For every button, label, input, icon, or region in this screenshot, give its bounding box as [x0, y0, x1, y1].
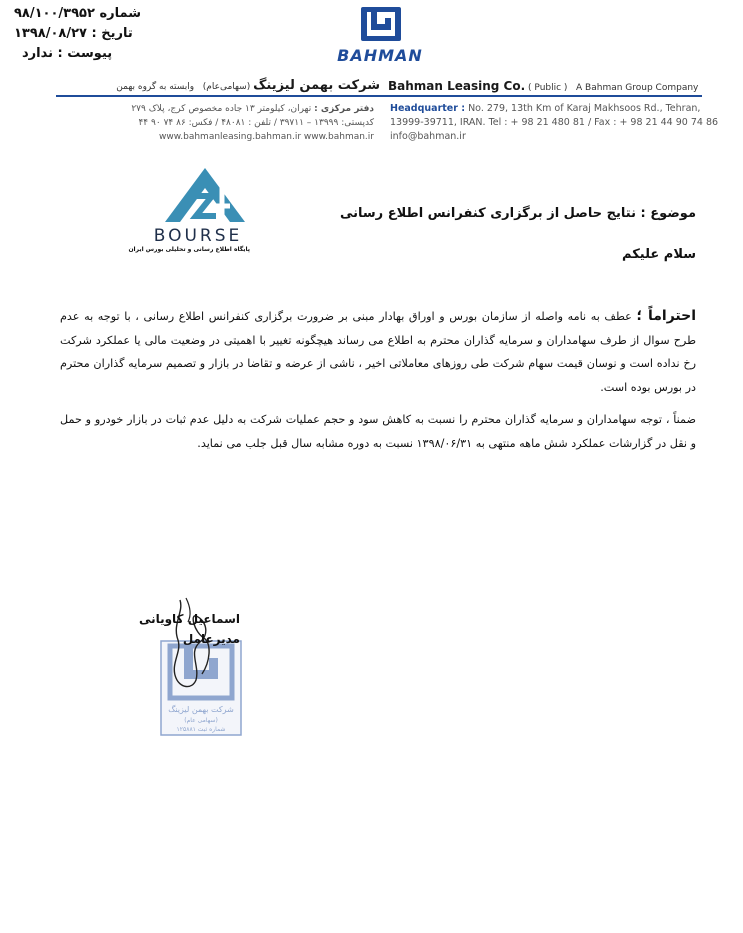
company-name-fa: شرکت بهمن لیزینگ (سهامی‌عام) وابسته به گروه بهمن	[116, 78, 380, 93]
bahman-logo-word: BAHMAN	[337, 46, 423, 65]
company-name-en: Bahman Leasing Co. ( Public ) A Bahman Group Company	[388, 79, 699, 93]
svg-text:شماره ثبت ۱۲۵۸۸۱: شماره ثبت ۱۲۵۸۸۱	[176, 726, 226, 733]
handwritten-signature	[138, 592, 250, 702]
letter-attachment: پیوست : ندارد	[22, 46, 113, 61]
bourse-logo-word: BOURSE	[153, 226, 243, 246]
signatory-name: اسماعیل کاویانی	[138, 612, 240, 626]
bourse-logo-subtitle: پایگاه اطلاع رسانی و تحلیلی بورس ایران	[128, 246, 250, 253]
letter-number: شماره ۹۸/۱۰۰/۳۹۵۲	[14, 6, 141, 21]
email-link: info@bahman.ir	[390, 131, 466, 142]
signatory-title: مدیرعامل	[182, 632, 240, 646]
body-paragraph-2: ضمناً ، توجه سهامداران و سرمایه گذاران محترم را نسبت به کاهش سود و حجم عملیات شرکت به دلیل عدم ثبات در بازار خودرو و حمل و نقل در گزارشات عملکرد شش ماهه منتهی به ۱۳۹۸/۰۶/۳۱ نسبت به دوره مشابه سال قبل جلب می نمايد.	[60, 413, 696, 450]
letter-greeting: سلام علیکم	[622, 247, 696, 262]
letter-body	[60, 305, 696, 455]
letterhead-divider	[56, 95, 702, 97]
headquarter-fa: دفتر مرکزی : تهران، کیلومتر ۱۳ جاده مخصوص کرج، پلاک ۲۷۹ کدپستی: ۱۳۹۹۹ – ۳۹۷۱۱ / تلفن : ۴۸۰۸۱ / فکس: ۸۶ ۷۴ ۹۰ ۴۴ www.bahmanleasing.bahman.ir www.bahman.ir	[131, 104, 374, 142]
headquarter-en: Headquarter : No. 279, 13th Km of Karaj Makhsoos Rd., Tehran, 13999-39711, IRAN. Tel : + 98 21 480 81 / Fax : + 98 21 44 90 74 86 info@bahman.ir	[390, 103, 719, 142]
svg-text:(سهامی عام): (سهامی عام)	[184, 717, 218, 724]
svg-text:شرکت بهمن لیزینگ: شرکت بهمن لیزینگ	[168, 705, 234, 714]
bahman-logo-icon	[358, 6, 404, 42]
letter-subject: موضوع : نتایج حاصل از برگزاری کنفرانس اطلاع رسانی	[339, 206, 696, 221]
salutation-lead: احتراماً ؛	[636, 308, 697, 324]
letter-date: تاریخ : ۱۳۹۸/۰۸/۲۷	[14, 26, 133, 41]
body-paragraph-1: احتراماً ؛ عطف به نامه واصله از سازمان بورس و اوراق بهادار مبنی بر ضرورت برگزاری کنفرانس اطلاع رسانی ، با توجه به عدم طرح سوال از طرف سهامداران و سرمایه گذاران محترم به اطلاع می رساند هیچگونه تغییر با اهمیتی در وضعیت مالی یا عملکرد شرکت رخ نداده است و نوسان قیمت سهام شرکت طی روزهای معاملاتی اخیر ، ناشی از عرضه و تقاضا در بازار و تصمیم سرمایه گذاران محترم در بورس بوده است.	[60, 308, 697, 394]
